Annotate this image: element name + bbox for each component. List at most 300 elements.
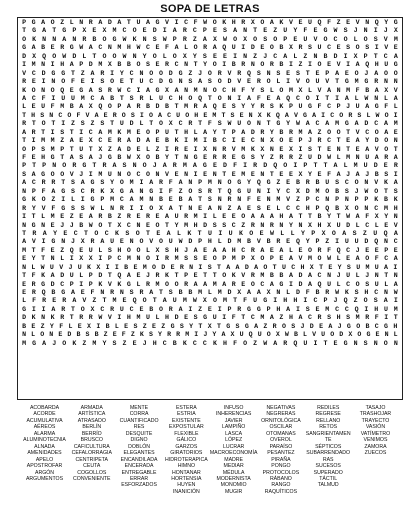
grid-cell[interactable]: E xyxy=(346,137,351,145)
grid-cell[interactable]: Y xyxy=(250,103,255,111)
grid-cell[interactable]: S xyxy=(98,86,103,94)
grid-cell[interactable]: B xyxy=(51,289,56,296)
grid-cell[interactable]: E xyxy=(231,213,236,221)
grid-cell[interactable]: R xyxy=(102,162,107,170)
grid-cell[interactable]: N xyxy=(51,78,56,86)
grid-cell[interactable]: S xyxy=(344,187,349,195)
grid-cell[interactable]: I xyxy=(233,52,238,60)
grid-cell[interactable]: J xyxy=(145,272,150,280)
grid-cell[interactable]: T xyxy=(110,120,115,128)
grid-cell[interactable]: E xyxy=(263,27,268,35)
grid-cell[interactable]: G xyxy=(82,162,87,170)
grid-cell[interactable]: K xyxy=(231,272,236,280)
grid-cell[interactable]: L xyxy=(184,44,189,52)
grid-cell[interactable]: Z xyxy=(103,331,108,339)
grid-cell[interactable]: M xyxy=(112,297,117,305)
grid-cell[interactable]: W xyxy=(295,120,300,128)
grid-cell[interactable]: U xyxy=(374,263,379,271)
grid-cell[interactable]: F xyxy=(384,103,389,111)
grid-cell[interactable]: B xyxy=(335,204,340,212)
grid-cell[interactable]: P xyxy=(335,196,340,204)
grid-cell[interactable]: G xyxy=(256,305,261,313)
grid-cell[interactable]: C xyxy=(365,221,370,229)
grid-cell[interactable]: E xyxy=(31,103,36,111)
grid-cell[interactable]: N xyxy=(383,289,388,296)
grid-cell[interactable]: E xyxy=(212,27,217,35)
grid-cell[interactable]: X xyxy=(98,145,103,153)
grid-cell[interactable]: U xyxy=(308,154,312,161)
grid-cell[interactable]: I xyxy=(41,238,46,246)
grid-cell[interactable]: G xyxy=(202,162,207,170)
grid-cell[interactable]: N xyxy=(243,52,248,60)
grid-cell[interactable]: S xyxy=(85,331,90,339)
grid-cell[interactable]: Q xyxy=(41,289,46,296)
grid-cell[interactable]: E xyxy=(288,170,293,178)
grid-cell[interactable]: M xyxy=(50,213,55,221)
grid-cell[interactable]: T xyxy=(88,145,93,153)
grid-cell[interactable]: O xyxy=(139,238,144,246)
grid-cell[interactable]: C xyxy=(60,280,65,288)
grid-cell[interactable]: O xyxy=(102,35,107,43)
grid-cell[interactable]: A xyxy=(393,280,398,288)
grid-cell[interactable]: R xyxy=(184,280,189,288)
grid-cell[interactable]: B xyxy=(124,263,129,271)
grid-cell[interactable]: F xyxy=(41,187,46,195)
grid-cell[interactable]: W xyxy=(223,35,227,43)
grid-cell[interactable]: I xyxy=(155,255,160,263)
grid-cell[interactable]: V xyxy=(312,331,317,339)
grid-cell[interactable]: F xyxy=(41,246,46,254)
grid-cell[interactable]: R xyxy=(139,94,144,102)
grid-cell[interactable]: E xyxy=(107,137,112,145)
grid-cell[interactable]: E xyxy=(336,44,341,52)
grid-cell[interactable]: M xyxy=(22,246,27,254)
grid-cell[interactable]: T xyxy=(92,52,97,60)
grid-cell[interactable]: O xyxy=(152,52,157,60)
grid-cell[interactable]: L xyxy=(136,280,141,288)
grid-cell[interactable]: A xyxy=(355,137,360,145)
grid-cell[interactable]: A xyxy=(69,154,74,161)
grid-cell[interactable]: A xyxy=(284,111,289,119)
grid-cell[interactable]: Q xyxy=(132,297,137,305)
grid-cell[interactable]: O xyxy=(41,120,46,128)
grid-cell[interactable]: R xyxy=(212,154,217,161)
grid-cell[interactable]: N xyxy=(178,78,183,86)
grid-cell[interactable]: Z xyxy=(161,322,166,330)
grid-cell[interactable]: M xyxy=(393,120,398,128)
grid-cell[interactable]: Z xyxy=(336,19,341,26)
grid-cell[interactable]: E xyxy=(259,229,264,237)
grid-cell[interactable]: K xyxy=(50,314,55,322)
grid-cell[interactable]: P xyxy=(325,69,330,77)
grid-cell[interactable]: Q xyxy=(365,61,370,69)
grid-cell[interactable]: M xyxy=(129,179,134,187)
grid-cell[interactable]: T xyxy=(174,272,179,280)
grid-cell[interactable]: B xyxy=(159,196,163,204)
grid-cell[interactable]: U xyxy=(239,331,244,339)
grid-cell[interactable]: M xyxy=(155,280,160,288)
grid-cell[interactable]: R xyxy=(100,69,105,77)
grid-cell[interactable]: G xyxy=(155,86,160,94)
grid-cell[interactable]: E xyxy=(92,27,97,35)
grid-cell[interactable]: G xyxy=(178,69,183,77)
grid-cell[interactable]: U xyxy=(327,280,332,288)
grid-cell[interactable]: A xyxy=(384,128,389,136)
grid-cell[interactable]: I xyxy=(241,44,246,52)
grid-cell[interactable]: M xyxy=(98,61,103,69)
grid-cell[interactable]: Q xyxy=(293,339,298,347)
grid-cell[interactable]: A xyxy=(126,272,131,280)
grid-cell[interactable]: O xyxy=(188,187,193,195)
grid-cell[interactable]: I xyxy=(217,305,222,313)
grid-cell[interactable]: C xyxy=(333,35,338,43)
grid-cell[interactable]: V xyxy=(59,263,64,271)
grid-cell[interactable]: S xyxy=(354,289,359,296)
grid-cell[interactable]: O xyxy=(67,111,72,119)
grid-cell[interactable]: A xyxy=(129,196,134,204)
grid-cell[interactable]: A xyxy=(393,255,398,263)
grid-cell[interactable]: F xyxy=(51,204,56,212)
grid-cell[interactable]: R xyxy=(222,154,227,161)
grid-cell[interactable]: A xyxy=(112,162,117,170)
grid-cell[interactable]: P xyxy=(298,137,303,145)
grid-cell[interactable]: O xyxy=(136,61,141,69)
grid-cell[interactable]: E xyxy=(375,331,380,339)
grid-cell[interactable]: X xyxy=(275,331,280,339)
grid-cell[interactable]: R xyxy=(88,19,93,26)
grid-cell[interactable]: T xyxy=(346,145,351,153)
grid-cell[interactable]: C xyxy=(100,305,105,313)
grid-cell[interactable]: N xyxy=(327,272,332,280)
grid-cell[interactable]: E xyxy=(122,297,127,305)
grid-cell[interactable]: E xyxy=(77,322,82,330)
grid-cell[interactable]: L xyxy=(70,196,75,204)
grid-cell[interactable]: U xyxy=(303,339,308,347)
grid-cell[interactable]: I xyxy=(393,170,398,178)
grid-cell[interactable]: A xyxy=(374,154,379,161)
grid-cell[interactable]: E xyxy=(22,280,27,288)
grid-cell[interactable]: O xyxy=(41,196,46,204)
grid-cell[interactable]: X xyxy=(288,44,293,52)
grid-cell[interactable]: Z xyxy=(298,154,303,161)
grid-cell[interactable]: Q xyxy=(273,162,278,170)
grid-cell[interactable]: O xyxy=(102,52,107,60)
grid-cell[interactable]: B xyxy=(188,289,193,296)
grid-cell[interactable]: E xyxy=(69,86,74,94)
grid-cell[interactable]: E xyxy=(119,78,124,86)
grid-cell[interactable]: I xyxy=(41,78,46,86)
grid-cell[interactable]: N xyxy=(42,35,47,43)
grid-cell[interactable]: M xyxy=(126,128,131,136)
grid-cell[interactable]: R xyxy=(155,272,160,280)
grid-cell[interactable]: A xyxy=(273,339,278,347)
grid-cell[interactable]: N xyxy=(142,35,147,43)
grid-cell[interactable]: L xyxy=(100,204,105,212)
grid-cell[interactable]: P xyxy=(363,52,368,60)
grid-cell[interactable]: O xyxy=(212,61,217,69)
grid-cell[interactable]: Y xyxy=(384,213,389,221)
grid-cell[interactable]: F xyxy=(207,120,212,128)
grid-cell[interactable]: T xyxy=(174,103,179,111)
grid-cell[interactable]: T xyxy=(197,229,202,237)
grid-cell[interactable]: R xyxy=(250,246,255,254)
grid-cell[interactable]: P xyxy=(227,305,232,313)
grid-cell[interactable]: G xyxy=(22,196,27,204)
grid-cell[interactable]: Z xyxy=(303,52,308,60)
grid-cell[interactable]: G xyxy=(384,322,389,330)
grid-cell[interactable]: V xyxy=(293,111,298,119)
grid-cell[interactable]: X xyxy=(207,322,212,330)
grid-cell[interactable]: O xyxy=(142,297,147,305)
grid-cell[interactable]: O xyxy=(384,111,389,119)
grid-cell[interactable]: B xyxy=(279,128,284,136)
grid-cell[interactable]: C xyxy=(286,187,291,195)
grid-cell[interactable]: B xyxy=(76,331,81,339)
grid-cell[interactable]: Q xyxy=(256,179,261,187)
grid-cell[interactable]: N xyxy=(22,221,27,229)
grid-cell[interactable]: X xyxy=(230,331,235,339)
grid-cell[interactable]: R xyxy=(279,154,284,161)
grid-cell[interactable]: S xyxy=(212,221,217,229)
grid-cell[interactable]: V xyxy=(317,86,322,94)
grid-cell[interactable]: K xyxy=(344,289,349,296)
grid-cell[interactable]: O xyxy=(327,128,332,136)
grid-cell[interactable]: R xyxy=(269,221,274,229)
grid-cell[interactable]: E xyxy=(256,196,261,204)
grid-cell[interactable]: O xyxy=(317,61,322,69)
grid-cell[interactable]: J xyxy=(355,246,360,254)
grid-cell[interactable]: S xyxy=(346,263,351,271)
grid-cell[interactable]: N xyxy=(50,255,55,263)
grid-cell[interactable]: Q xyxy=(325,204,330,212)
grid-cell[interactable]: W xyxy=(178,238,183,246)
grid-cell[interactable]: P xyxy=(79,61,84,69)
grid-cell[interactable]: R xyxy=(203,44,208,52)
grid-cell[interactable]: F xyxy=(256,94,261,102)
grid-cell[interactable]: C xyxy=(295,204,300,212)
grid-cell[interactable]: K xyxy=(87,263,92,271)
grid-cell[interactable]: O xyxy=(217,94,222,102)
grid-cell[interactable]: T xyxy=(174,128,179,136)
grid-cell[interactable]: B xyxy=(315,289,320,296)
grid-cell[interactable]: H xyxy=(317,221,322,229)
grid-cell[interactable]: S xyxy=(231,103,236,111)
grid-cell[interactable]: R xyxy=(231,280,236,288)
grid-cell[interactable]: V xyxy=(82,297,87,305)
grid-cell[interactable]: G xyxy=(90,196,95,204)
grid-cell[interactable]: M xyxy=(185,331,190,339)
grid-cell[interactable]: S xyxy=(198,187,203,195)
grid-cell[interactable]: U xyxy=(344,238,349,246)
grid-cell[interactable]: T xyxy=(52,27,57,35)
grid-cell[interactable]: I xyxy=(393,263,398,271)
grid-cell[interactable]: A xyxy=(222,246,227,254)
grid-cell[interactable]: O xyxy=(363,35,368,43)
grid-cell[interactable]: K xyxy=(238,229,243,237)
grid-cell[interactable]: R xyxy=(217,69,222,77)
grid-cell[interactable]: B xyxy=(145,103,150,111)
grid-cell[interactable]: N xyxy=(41,221,46,229)
grid-cell[interactable]: Y xyxy=(158,331,162,339)
grid-cell[interactable]: L xyxy=(355,272,360,280)
grid-cell[interactable]: Y xyxy=(276,187,281,195)
grid-cell[interactable]: G xyxy=(112,35,117,43)
grid-cell[interactable]: N xyxy=(365,19,370,26)
grid-cell[interactable]: L xyxy=(31,263,36,271)
grid-cell[interactable]: Y xyxy=(269,128,274,136)
grid-cell[interactable]: C xyxy=(222,137,227,145)
grid-cell[interactable]: U xyxy=(172,297,177,305)
grid-cell[interactable]: B xyxy=(317,213,322,221)
grid-cell[interactable]: E xyxy=(79,246,84,254)
grid-cell[interactable]: E xyxy=(155,213,160,221)
grid-cell[interactable]: O xyxy=(165,280,170,288)
grid-cell[interactable]: C xyxy=(122,27,127,35)
grid-cell[interactable]: O xyxy=(331,229,336,237)
grid-cell[interactable]: D xyxy=(298,280,303,288)
grid-cell[interactable]: N xyxy=(336,86,341,94)
grid-cell[interactable]: M xyxy=(346,154,351,161)
grid-cell[interactable]: S xyxy=(327,314,332,322)
grid-cell[interactable]: E xyxy=(231,170,236,178)
grid-cell[interactable]: R xyxy=(305,179,310,187)
grid-cell[interactable]: O xyxy=(212,255,217,263)
grid-cell[interactable]: O xyxy=(112,52,117,60)
grid-cell[interactable]: A xyxy=(62,35,67,43)
grid-cell[interactable]: I xyxy=(335,238,340,246)
grid-cell[interactable]: V xyxy=(325,78,330,86)
grid-cell[interactable]: E xyxy=(327,61,332,69)
grid-cell[interactable]: R xyxy=(168,305,173,313)
grid-cell[interactable]: E xyxy=(142,27,147,35)
grid-cell[interactable]: H xyxy=(223,339,227,347)
grid-cell[interactable]: G xyxy=(22,44,27,52)
grid-cell[interactable]: O xyxy=(339,111,344,119)
grid-cell[interactable]: E xyxy=(80,78,85,86)
grid-cell[interactable]: Y xyxy=(174,221,179,229)
grid-cell[interactable]: G xyxy=(247,305,252,313)
grid-cell[interactable]: R xyxy=(317,246,322,254)
grid-cell[interactable]: A xyxy=(193,280,198,288)
grid-cell[interactable]: E xyxy=(223,52,227,60)
grid-cell[interactable]: E xyxy=(315,305,320,313)
grid-cell[interactable]: Z xyxy=(295,196,300,204)
grid-cell[interactable]: R xyxy=(167,331,172,339)
grid-cell[interactable]: U xyxy=(317,44,322,52)
grid-cell[interactable]: A xyxy=(226,263,231,271)
grid-cell[interactable]: M xyxy=(112,27,117,35)
grid-cell[interactable]: G xyxy=(343,339,348,347)
grid-cell[interactable]: O xyxy=(126,170,131,178)
grid-cell[interactable]: U xyxy=(207,229,212,237)
grid-cell[interactable]: G xyxy=(241,154,246,161)
grid-cell[interactable]: X xyxy=(250,255,255,263)
grid-cell[interactable]: Z xyxy=(155,145,160,153)
grid-cell[interactable]: Y xyxy=(165,154,170,161)
grid-cell[interactable]: I xyxy=(218,229,223,237)
grid-cell[interactable]: P xyxy=(266,305,271,313)
grid-cell[interactable]: H xyxy=(231,246,236,254)
grid-cell[interactable]: C xyxy=(383,52,388,60)
grid-cell[interactable]: N xyxy=(22,263,27,271)
grid-cell[interactable]: O xyxy=(50,86,55,94)
grid-cell[interactable]: Z xyxy=(362,229,367,237)
grid-cell[interactable]: G xyxy=(41,170,46,178)
grid-cell[interactable]: A xyxy=(22,94,27,102)
grid-cell[interactable]: K xyxy=(383,179,388,187)
grid-cell[interactable]: H xyxy=(393,322,398,330)
grid-cell[interactable]: E xyxy=(239,111,244,119)
grid-cell[interactable]: N xyxy=(393,213,398,221)
grid-cell[interactable]: F xyxy=(231,314,236,322)
grid-cell[interactable]: X xyxy=(243,35,248,43)
grid-cell[interactable]: A xyxy=(393,52,398,60)
grid-cell[interactable]: O xyxy=(317,255,322,263)
grid-cell[interactable]: A xyxy=(203,280,208,288)
grid-cell[interactable]: E xyxy=(288,137,293,145)
grid-cell[interactable]: E xyxy=(333,339,338,347)
grid-cell[interactable]: R xyxy=(260,128,265,136)
grid-cell[interactable]: N xyxy=(269,145,274,153)
grid-cell[interactable]: L xyxy=(293,52,298,60)
grid-cell[interactable]: T xyxy=(61,179,66,187)
grid-cell[interactable]: U xyxy=(165,128,170,136)
grid-cell[interactable]: R xyxy=(269,61,274,69)
grid-cell[interactable]: S xyxy=(263,35,268,43)
grid-cell[interactable]: Z xyxy=(142,322,147,330)
grid-cell[interactable]: V xyxy=(298,255,303,263)
grid-cell[interactable]: V xyxy=(355,128,360,136)
grid-cell[interactable]: O xyxy=(207,69,212,77)
grid-cell[interactable]: M xyxy=(50,145,55,153)
grid-cell[interactable]: A xyxy=(212,44,217,52)
grid-cell[interactable]: O xyxy=(308,246,312,254)
grid-cell[interactable]: U xyxy=(325,179,330,187)
grid-cell[interactable]: L xyxy=(41,213,46,221)
grid-cell[interactable]: I xyxy=(203,213,208,221)
grid-cell[interactable]: R xyxy=(60,44,65,52)
grid-cell[interactable]: C xyxy=(31,179,36,187)
grid-cell[interactable]: N xyxy=(325,196,330,204)
grid-cell[interactable]: A xyxy=(22,179,27,187)
grid-cell[interactable]: F xyxy=(121,331,126,339)
grid-cell[interactable]: Q xyxy=(117,272,122,280)
grid-cell[interactable]: I xyxy=(79,280,84,288)
grid-cell[interactable]: S xyxy=(384,170,389,178)
grid-cell[interactable]: L xyxy=(177,229,181,237)
grid-cell[interactable]: G xyxy=(168,78,173,86)
grid-cell[interactable]: O xyxy=(126,246,131,254)
grid-cell[interactable]: T xyxy=(92,162,97,170)
grid-cell[interactable]: O xyxy=(22,35,27,43)
grid-cell[interactable]: D xyxy=(364,120,369,128)
grid-cell[interactable]: Z xyxy=(60,137,65,145)
grid-cell[interactable]: C xyxy=(327,44,332,52)
grid-cell[interactable]: M xyxy=(241,145,246,153)
grid-cell[interactable]: C xyxy=(327,137,332,145)
grid-cell[interactable]: A xyxy=(207,204,212,212)
grid-cell[interactable]: X xyxy=(384,86,389,94)
grid-cell[interactable]: X xyxy=(32,52,37,60)
grid-cell[interactable]: T xyxy=(207,94,212,102)
grid-cell[interactable]: F xyxy=(303,27,308,35)
grid-cell[interactable]: Y xyxy=(119,69,124,77)
grid-cell[interactable]: N xyxy=(188,179,193,187)
grid-cell[interactable]: O xyxy=(185,111,190,119)
grid-cell[interactable]: X xyxy=(269,137,274,145)
grid-cell[interactable]: J xyxy=(383,27,388,35)
grid-cell[interactable]: A xyxy=(129,187,134,195)
